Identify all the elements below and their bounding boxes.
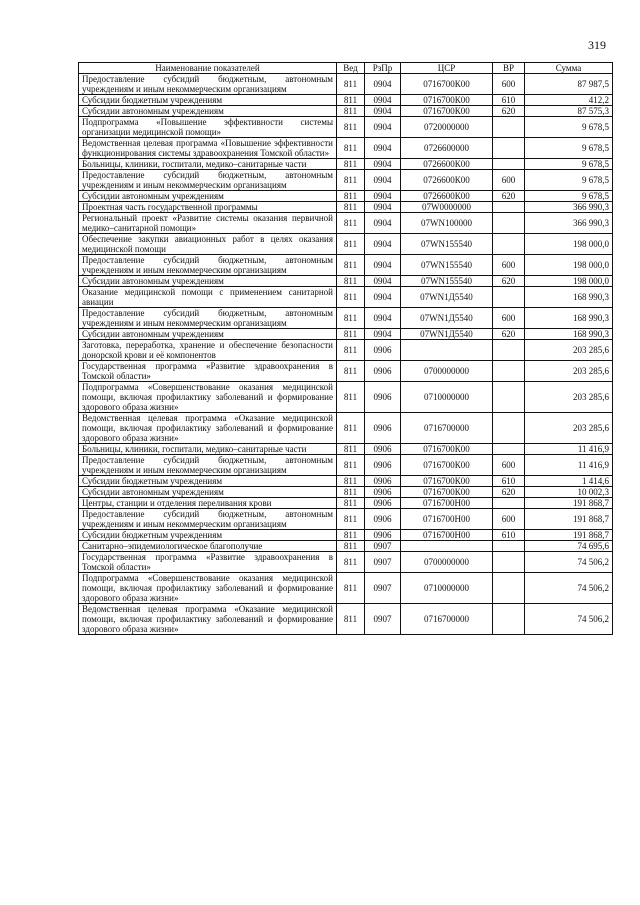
cell-sum: 203 285,6 xyxy=(525,361,613,382)
cell-vr xyxy=(493,604,525,635)
cell-rzpr: 0906 xyxy=(365,382,401,413)
cell-csr xyxy=(401,340,493,361)
cell-sum: 11 416,9 xyxy=(525,444,613,455)
cell-ved: 811 xyxy=(337,487,365,498)
cell-ved: 811 xyxy=(337,413,365,444)
cell-vr xyxy=(493,159,525,170)
cell-name: Предоставление субсидий бюджетным, автономным учреждениям и иным некоммерческим организациям xyxy=(79,170,337,191)
cell-csr: 0716700Н00 xyxy=(401,498,493,509)
cell-ved: 811 xyxy=(337,541,365,552)
cell-vr xyxy=(493,498,525,509)
cell-ved: 811 xyxy=(337,191,365,202)
cell-csr: 07W0000000 xyxy=(401,202,493,213)
header-rzpr: РзПр xyxy=(365,63,401,74)
cell-vr xyxy=(493,444,525,455)
header-name: Наименование показателей xyxy=(79,63,337,74)
cell-sum: 412,2 xyxy=(525,95,613,106)
cell-sum: 1 414,6 xyxy=(525,476,613,487)
cell-vr: 600 xyxy=(493,255,525,276)
table-row xyxy=(79,552,613,573)
cell-rzpr: 0904 xyxy=(365,74,401,95)
cell-name: Субсидии автономным учреждениям xyxy=(79,106,337,117)
cell-csr: 0716700Н00 xyxy=(401,509,493,530)
table-row xyxy=(79,287,613,308)
cell-rzpr: 0904 xyxy=(365,234,401,255)
cell-vr: 600 xyxy=(493,509,525,530)
cell-name: Больницы, клиники, госпитали, медико–санитарные части xyxy=(79,159,337,170)
cell-rzpr: 0906 xyxy=(365,340,401,361)
cell-rzpr: 0904 xyxy=(365,202,401,213)
cell-name: Государственная программа «Развитие здравоохранения в Томской области» xyxy=(79,361,337,382)
cell-ved: 811 xyxy=(337,213,365,234)
cell-ved: 811 xyxy=(337,361,365,382)
cell-rzpr: 0906 xyxy=(365,413,401,444)
cell-vr xyxy=(493,340,525,361)
cell-csr: 0716700К00 xyxy=(401,74,493,95)
cell-ved: 811 xyxy=(337,455,365,476)
cell-name: Государственная программа «Развитие здравоохранения в Томской области» xyxy=(79,552,337,573)
cell-csr: 0720000000 xyxy=(401,117,493,138)
cell-csr: 0716700000 xyxy=(401,604,493,635)
cell-ved: 811 xyxy=(337,308,365,329)
cell-name: Субсидии бюджетным учреждениям xyxy=(79,95,337,106)
table-row xyxy=(79,604,613,635)
table-row xyxy=(79,255,613,276)
cell-csr: 07WN155540 xyxy=(401,255,493,276)
cell-csr: 07WN155540 xyxy=(401,276,493,287)
table-row xyxy=(79,476,613,487)
cell-ved: 811 xyxy=(337,170,365,191)
cell-name: Подпрограмма «Совершенствование оказания медицинской помощи, включая профилактику заболеваний и формирование здорового образа жизни» xyxy=(79,573,337,604)
table-row xyxy=(79,509,613,530)
cell-ved: 811 xyxy=(337,74,365,95)
table-row xyxy=(79,106,613,117)
cell-ved: 811 xyxy=(337,509,365,530)
cell-ved: 811 xyxy=(337,604,365,635)
table-row xyxy=(79,329,613,340)
cell-sum: 168 990,3 xyxy=(525,287,613,308)
cell-name: Региональный проект «Развитие системы оказания первичной медико–санитарной помощи» xyxy=(79,213,337,234)
table-row xyxy=(79,213,613,234)
cell-csr: 0716700К00 xyxy=(401,455,493,476)
cell-sum: 198 000,0 xyxy=(525,255,613,276)
cell-sum: 9 678,5 xyxy=(525,138,613,159)
cell-rzpr: 0907 xyxy=(365,573,401,604)
cell-rzpr: 0904 xyxy=(365,106,401,117)
cell-csr: 0716700Н00 xyxy=(401,530,493,541)
header-vr: ВР xyxy=(493,63,525,74)
cell-ved: 811 xyxy=(337,573,365,604)
cell-name: Субсидии автономным учреждениям xyxy=(79,487,337,498)
table-row xyxy=(79,487,613,498)
cell-name: Предоставление субсидий бюджетным, автономным учреждениям и иным некоммерческим организациям xyxy=(79,255,337,276)
cell-ved: 811 xyxy=(337,202,365,213)
cell-sum: 87 575,3 xyxy=(525,106,613,117)
cell-vr: 600 xyxy=(493,170,525,191)
cell-sum: 191 868,7 xyxy=(525,509,613,530)
cell-ved: 811 xyxy=(337,340,365,361)
cell-rzpr: 0907 xyxy=(365,552,401,573)
cell-ved: 811 xyxy=(337,382,365,413)
cell-name: Подпрограмма «Повышение эффективности системы организации медицинской помощи» xyxy=(79,117,337,138)
cell-name: Предоставление субсидий бюджетным, автономным учреждениям и иным некоммерческим организациям xyxy=(79,308,337,329)
table-row xyxy=(79,455,613,476)
cell-rzpr: 0907 xyxy=(365,604,401,635)
cell-ved: 811 xyxy=(337,530,365,541)
cell-rzpr: 0904 xyxy=(365,159,401,170)
cell-vr xyxy=(493,202,525,213)
cell-rzpr: 0904 xyxy=(365,276,401,287)
cell-vr: 620 xyxy=(493,191,525,202)
cell-vr: 600 xyxy=(493,308,525,329)
cell-sum: 74 506,2 xyxy=(525,552,613,573)
cell-vr xyxy=(493,413,525,444)
header-sum: Сумма xyxy=(525,63,613,74)
cell-vr xyxy=(493,573,525,604)
cell-csr: 07WN1Д5540 xyxy=(401,287,493,308)
cell-name: Ведомственная целевая программа «Оказание медицинской помощи, включая профилактику заболеваний и формирование здорового образа жизни» xyxy=(79,413,337,444)
cell-csr: 07WN1Д5540 xyxy=(401,329,493,340)
cell-sum: 191 868,7 xyxy=(525,530,613,541)
cell-rzpr: 0906 xyxy=(365,444,401,455)
cell-rzpr: 0906 xyxy=(365,487,401,498)
cell-ved: 811 xyxy=(337,234,365,255)
table-row xyxy=(79,276,613,287)
cell-rzpr: 0904 xyxy=(365,95,401,106)
cell-csr xyxy=(401,541,493,552)
cell-csr: 0700000000 xyxy=(401,361,493,382)
cell-rzpr: 0904 xyxy=(365,170,401,191)
cell-name: Проектная часть государственной программы xyxy=(79,202,337,213)
page-number: 319 xyxy=(588,38,606,52)
cell-csr: 0716700К00 xyxy=(401,444,493,455)
cell-rzpr: 0904 xyxy=(365,308,401,329)
cell-ved: 811 xyxy=(337,498,365,509)
cell-csr: 0716700К00 xyxy=(401,106,493,117)
table-row xyxy=(79,234,613,255)
cell-name: Субсидии автономным учреждениям xyxy=(79,329,337,340)
cell-vr xyxy=(493,361,525,382)
header-ved: Вед xyxy=(337,63,365,74)
cell-sum: 74 506,2 xyxy=(525,604,613,635)
cell-sum: 198 000,0 xyxy=(525,234,613,255)
table-row xyxy=(79,95,613,106)
cell-vr xyxy=(493,541,525,552)
cell-vr: 600 xyxy=(493,455,525,476)
table-header-row xyxy=(79,63,613,74)
cell-csr: 0726600К00 xyxy=(401,191,493,202)
table-row xyxy=(79,117,613,138)
cell-sum: 203 285,6 xyxy=(525,382,613,413)
cell-name: Субсидии бюджетным учреждениям xyxy=(79,476,337,487)
cell-vr xyxy=(493,552,525,573)
cell-csr: 0726600000 xyxy=(401,138,493,159)
table-row xyxy=(79,382,613,413)
cell-csr: 0700000000 xyxy=(401,552,493,573)
cell-csr: 0716700К00 xyxy=(401,487,493,498)
cell-sum: 198 000,0 xyxy=(525,276,613,287)
cell-csr: 07WN1Д5540 xyxy=(401,308,493,329)
cell-name: Обеспечение закупки авиационных работ в целях оказания медицинской помощи xyxy=(79,234,337,255)
cell-rzpr: 0906 xyxy=(365,498,401,509)
cell-name: Субсидии автономным учреждениям xyxy=(79,276,337,287)
cell-sum: 366 990,3 xyxy=(525,213,613,234)
cell-sum: 74 506,2 xyxy=(525,573,613,604)
cell-csr: 0716700000 xyxy=(401,413,493,444)
table-row xyxy=(79,573,613,604)
cell-name: Ведомственная целевая программа «Оказание медицинской помощи, включая профилактику заболеваний и формирование здорового образа жизни» xyxy=(79,604,337,635)
cell-ved: 811 xyxy=(337,287,365,308)
cell-rzpr: 0904 xyxy=(365,117,401,138)
cell-vr xyxy=(493,213,525,234)
table-row xyxy=(79,541,613,552)
cell-ved: 811 xyxy=(337,95,365,106)
table-row xyxy=(79,498,613,509)
cell-csr: 0716700К00 xyxy=(401,95,493,106)
table-row xyxy=(79,308,613,329)
cell-vr xyxy=(493,117,525,138)
table-row xyxy=(79,413,613,444)
cell-ved: 811 xyxy=(337,476,365,487)
cell-vr xyxy=(493,138,525,159)
cell-sum: 168 990,3 xyxy=(525,308,613,329)
cell-rzpr: 0904 xyxy=(365,329,401,340)
cell-vr: 600 xyxy=(493,74,525,95)
cell-vr xyxy=(493,234,525,255)
cell-name: Санитарно–эпидемиологическое благополучие xyxy=(79,541,337,552)
cell-vr: 620 xyxy=(493,329,525,340)
cell-rzpr: 0906 xyxy=(365,455,401,476)
cell-name: Больницы, клиники, госпитали, медико–санитарные части xyxy=(79,444,337,455)
table-row xyxy=(79,159,613,170)
cell-vr xyxy=(493,287,525,308)
cell-name: Ведомственная целевая программа «Повышение эффективности функционирования системы здравоохранения Томской области» xyxy=(79,138,337,159)
cell-sum: 366 990,3 xyxy=(525,202,613,213)
cell-name: Центры, станции и отделения переливания крови xyxy=(79,498,337,509)
cell-vr xyxy=(493,382,525,413)
cell-name: Субсидии автономным учреждениям xyxy=(79,191,337,202)
cell-sum: 9 678,5 xyxy=(525,159,613,170)
table-row xyxy=(79,170,613,191)
cell-sum: 203 285,6 xyxy=(525,413,613,444)
cell-rzpr: 0906 xyxy=(365,476,401,487)
cell-vr: 620 xyxy=(493,106,525,117)
cell-rzpr: 0904 xyxy=(365,255,401,276)
cell-csr: 07WN100000 xyxy=(401,213,493,234)
cell-ved: 811 xyxy=(337,552,365,573)
cell-rzpr: 0906 xyxy=(365,530,401,541)
cell-ved: 811 xyxy=(337,255,365,276)
cell-vr: 620 xyxy=(493,487,525,498)
cell-rzpr: 0906 xyxy=(365,361,401,382)
cell-sum: 74 695,6 xyxy=(525,541,613,552)
cell-name: Предоставление субсидий бюджетным, автономным учреждениям и иным некоммерческим организациям xyxy=(79,74,337,95)
cell-rzpr: 0906 xyxy=(365,509,401,530)
cell-vr: 610 xyxy=(493,95,525,106)
cell-ved: 811 xyxy=(337,329,365,340)
cell-name: Подпрограмма «Совершенствование оказания медицинской помощи, включая профилактику заболеваний и формирование здорового образа жизни» xyxy=(79,382,337,413)
table-row xyxy=(79,191,613,202)
cell-vr: 610 xyxy=(493,530,525,541)
cell-sum: 9 678,5 xyxy=(525,191,613,202)
cell-ved: 811 xyxy=(337,159,365,170)
cell-csr: 0726600К00 xyxy=(401,170,493,191)
cell-csr: 07WN155540 xyxy=(401,234,493,255)
cell-name: Субсидии бюджетным учреждениям xyxy=(79,530,337,541)
cell-name: Оказание медицинской помощи с применением санитарной авиации xyxy=(79,287,337,308)
table-row xyxy=(79,444,613,455)
cell-ved: 811 xyxy=(337,444,365,455)
cell-sum: 87 987,5 xyxy=(525,74,613,95)
cell-sum: 191 868,7 xyxy=(525,498,613,509)
cell-csr: 0710000000 xyxy=(401,573,493,604)
cell-rzpr: 0904 xyxy=(365,138,401,159)
header-csr: ЦСР xyxy=(401,63,493,74)
cell-ved: 811 xyxy=(337,138,365,159)
table-row xyxy=(79,138,613,159)
cell-vr: 610 xyxy=(493,476,525,487)
cell-rzpr: 0904 xyxy=(365,213,401,234)
cell-sum: 9 678,5 xyxy=(525,117,613,138)
cell-sum: 10 002,3 xyxy=(525,487,613,498)
cell-csr: 0710000000 xyxy=(401,382,493,413)
cell-sum: 9 678,5 xyxy=(525,170,613,191)
cell-ved: 811 xyxy=(337,276,365,287)
cell-sum: 168 990,3 xyxy=(525,329,613,340)
cell-rzpr: 0904 xyxy=(365,287,401,308)
cell-csr: 0716700К00 xyxy=(401,476,493,487)
cell-vr: 620 xyxy=(493,276,525,287)
cell-rzpr: 0904 xyxy=(365,191,401,202)
table-row xyxy=(79,530,613,541)
cell-sum: 11 416,9 xyxy=(525,455,613,476)
cell-csr: 0726600К00 xyxy=(401,159,493,170)
cell-ved: 811 xyxy=(337,106,365,117)
table-row xyxy=(79,202,613,213)
budget-table xyxy=(78,62,613,635)
cell-rzpr: 0907 xyxy=(365,541,401,552)
table-row xyxy=(79,361,613,382)
cell-sum: 203 285,6 xyxy=(525,340,613,361)
cell-name: Заготовка, переработка, хранение и обеспечение безопасности донорской крови и её компонентов xyxy=(79,340,337,361)
table-row xyxy=(79,340,613,361)
cell-ved: 811 xyxy=(337,117,365,138)
cell-name: Предоставление субсидий бюджетным, автономным учреждениям и иным некоммерческим организациям xyxy=(79,509,337,530)
cell-name: Предоставление субсидий бюджетным, автономным учреждениям и иным некоммерческим организациям xyxy=(79,455,337,476)
table-row xyxy=(79,74,613,95)
